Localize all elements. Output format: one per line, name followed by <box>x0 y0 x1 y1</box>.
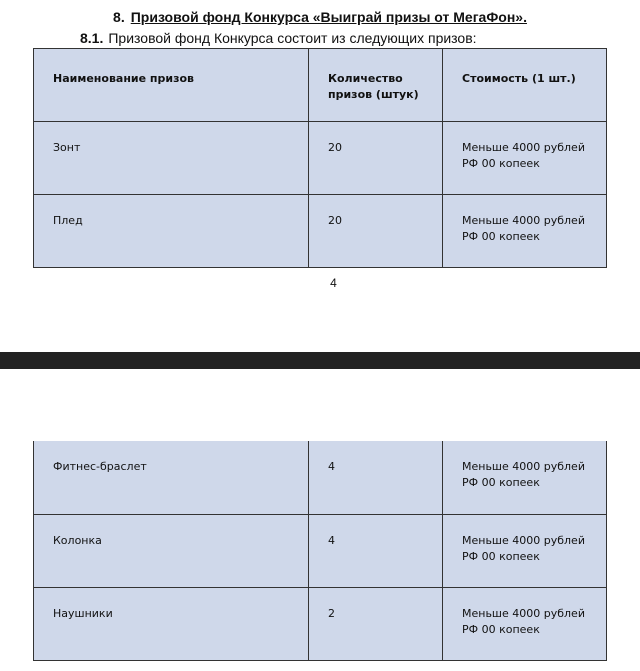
prize-name-cell: Плед <box>34 195 309 268</box>
table-row <box>34 195 607 268</box>
page-number: 4 <box>330 276 337 290</box>
prize-price-cell: Меньше 4000 рублей РФ 00 копеек <box>443 195 607 268</box>
prize-price-cell: Меньше 4000 рублей РФ 00 копеек <box>443 441 607 514</box>
prize-qty-cell: 20 <box>309 122 443 195</box>
subsection-number: 8.1. <box>80 30 104 46</box>
section-heading <box>0 9 640 25</box>
table-row <box>34 122 607 195</box>
prizes-table <box>33 48 607 268</box>
prize-name-cell: Наушники <box>34 587 309 660</box>
header-prize-price: Стоимость (1 шт.) <box>443 49 607 122</box>
page-separator <box>0 352 640 369</box>
subsection-line <box>80 30 477 46</box>
header-prize-qty: Количество призов (штук) <box>309 49 443 122</box>
table-row <box>34 514 607 587</box>
table-row <box>34 587 607 660</box>
section-number: 8. <box>113 9 125 25</box>
prize-price-cell: Меньше 4000 рублей РФ 00 копеек <box>443 514 607 587</box>
prizes-table-continued <box>33 441 607 661</box>
prize-name-cell: Зонт <box>34 122 309 195</box>
prize-name-cell: Фитнес-браслет <box>34 441 309 514</box>
table-row <box>34 441 607 514</box>
prize-qty-cell: 4 <box>309 514 443 587</box>
prize-price-cell: Меньше 4000 рублей РФ 00 копеек <box>443 587 607 660</box>
subsection-text: Призовой фонд Конкурса состоит из следующих призов: <box>108 30 477 46</box>
prize-name-cell: Колонка <box>34 514 309 587</box>
prize-qty-cell: 2 <box>309 587 443 660</box>
prize-qty-cell: 20 <box>309 195 443 268</box>
document-page-bottom <box>0 369 640 671</box>
table-header-row <box>34 49 607 122</box>
prize-price-cell: Меньше 4000 рублей РФ 00 копеек <box>443 122 607 195</box>
header-prize-name: Наименование призов <box>34 49 309 122</box>
section-title: Призовой фонд Конкурса «Выиграй призы от МегаФон». <box>130 9 527 25</box>
prize-qty-cell: 4 <box>309 441 443 514</box>
